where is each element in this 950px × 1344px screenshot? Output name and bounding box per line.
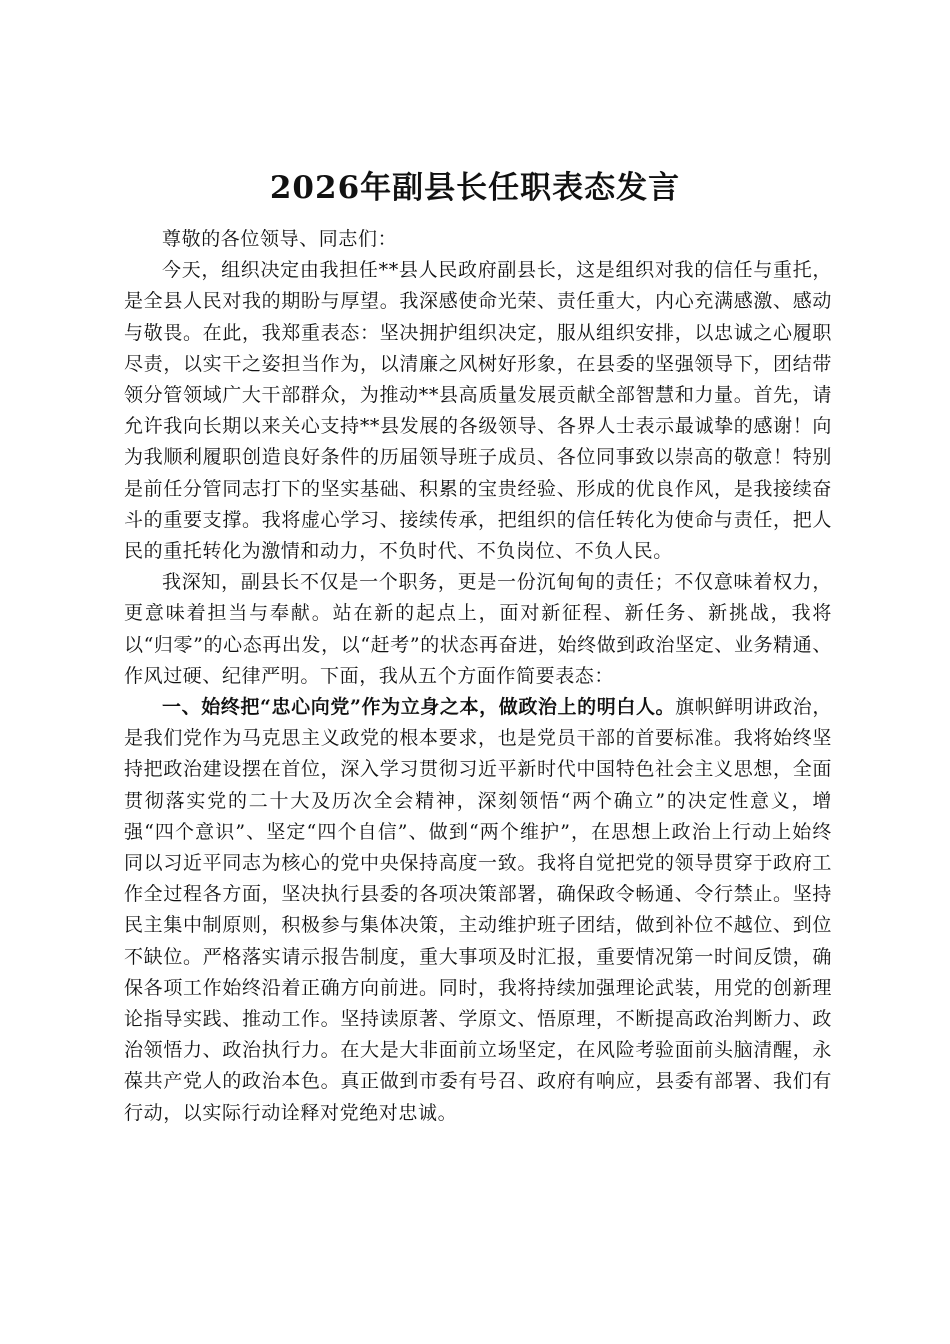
salutation: 尊敬的各位领导、同志们：	[162, 228, 398, 250]
paragraph-1	[124, 255, 832, 567]
section-heading: 一、始终把“忠心向党”作为立身之本，做政治上的明白人。	[162, 696, 676, 719]
document-title: 2026年副县长任职表态发言	[269, 170, 681, 206]
paragraph-2	[124, 567, 832, 692]
paragraph-3	[124, 692, 832, 1129]
paragraph-text: 今天，组织决定由我担任**县人民政府副县长，这是组织对我的信任与重托，是全县人民对我的期盼与厚望。我深感使命光荣、责任重大，内心充满感激、感动与敬畏。在此，我郑重表态：坚决拥护组织决定，服从组织安排，以忠诚之心履职尽责，以实干之姿担当作为，以清廉之风树好形象，在县委的坚强领导下，团结带领分管领域广大干部群众，为推动**县高质量发展贡献全部智慧和力量。首先，请允许我向长期以来关心支持**县发展的各级领导、各界人士表示最诚挚的感谢！向为我顺利履职创造良好条件的历届领导班子成员、各位同事致以崇高的敬意！特别是前任分管同志打下的坚实基础、积累的宝贵经验、形成的优良作风，是我接续奋斗的重要支撑。我将虚心学习、接续传承，把组织的信任转化为使命与责任，把人民的重托转化为激情和动力，不负时代、不负岗位、不负人民。	[124, 259, 832, 563]
document-body	[124, 224, 832, 1129]
paragraph-text: 旗帜鲜明讲政治，是我们党作为马克思主义政党的根本要求，也是党员干部的首要标准。我将始终坚持把政治建设摆在首位，深入学习贯彻习近平新时代中国特色社会主义思想，全面贯彻落实党的二十大及历次全会精神，深刻领悟“两个确立”的决定性意义，增强“四个意识”、坚定“四个自信”、做到“两个维护”，在思想上政治上行动上始终同以习近平同志为核心的党中央保持高度一致。我将自觉把党的领导贯穿于政府工作全过程各方面，坚决执行县委的各项决策部署，确保政令畅通、令行禁止。坚持民主集中制原则，积极参与集体决策，主动维护班子团结，做到补位不越位、到位不缺位。严格落实请示报告制度，重大事项及时汇报，重要情况第一时间反馈，确保各项工作始终沿着正确方向前进。同时，我将持续加强理论武装，用党的创新理论指导实践、推动工作。坚持读原著、学原文、悟原理，不断提高政治判断力、政治领悟力、政治执行力。在大是大非面前立场坚定，在风险考验面前头脑清醒，永葆共产党人的政治本色。真正做到市委有号召、政府有响应，县委有部署、我们有行动，以实际行动诠释对党绝对忠诚。	[124, 696, 832, 1124]
paragraph-text: 我深知，副县长不仅是一个职务，更是一份沉甸甸的责任；不仅意味着权力，更意味着担当与奉献。站在新的起点上，面对新征程、新任务、新挑战，我将以“归零”的心态再出发，以“赶考”的状态再奋进，始终做到政治坚定、业务精通、作风过硬、纪律严明。下面，我从五个方面作简要表态：	[124, 571, 832, 687]
